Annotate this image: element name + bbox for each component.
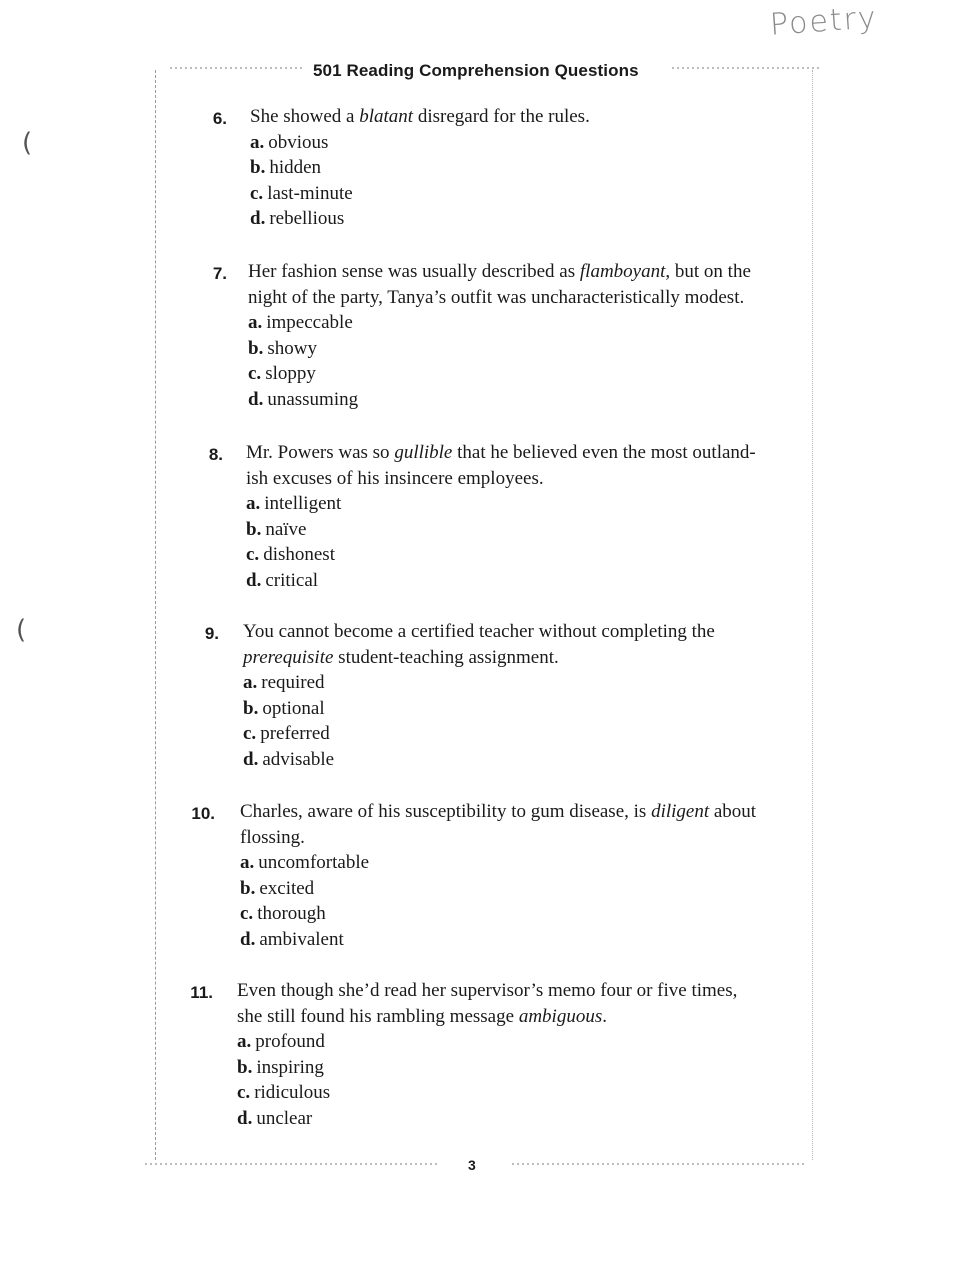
option-letter: d. [237, 1107, 253, 1129]
answer-option [248, 387, 751, 413]
answer-option [240, 850, 756, 876]
question-number: 8. [208, 445, 223, 464]
option-text: excited [259, 877, 315, 899]
option-text: rebellious [269, 208, 345, 229]
answer-option [246, 491, 756, 517]
stem-text: You cannot become a certified teacher without completing the [243, 621, 715, 642]
option-letter: a. [243, 672, 258, 693]
option-letter: b. [243, 697, 259, 719]
vocabulary-word: ambiguous [518, 1005, 603, 1027]
option-text: preferred [260, 723, 330, 744]
vocabulary-word: gullible [394, 442, 453, 463]
answer-option [240, 927, 756, 953]
answer-options [240, 850, 756, 952]
option-text: optional [262, 697, 325, 719]
answer-option [248, 310, 751, 336]
option-letter: b. [250, 157, 266, 178]
question-stem [243, 619, 715, 670]
option-letter: d. [246, 569, 262, 591]
stem-text: Even though she’d read her supervisor’s memo four or five times, [237, 980, 738, 1001]
stem-text: flossing. [240, 826, 305, 848]
stem-text: about [709, 801, 757, 822]
answer-option [243, 670, 715, 696]
answer-option [250, 155, 590, 181]
handwritten-note: Poetry [768, 0, 879, 43]
question-stem [250, 104, 590, 130]
scan-noise-header-right [672, 67, 822, 69]
answer-option [237, 1029, 737, 1055]
margin-paren-mark: ( [22, 128, 33, 158]
vocabulary-word: flamboyant [579, 261, 666, 282]
option-text: obvious [268, 131, 329, 153]
option-letter: a. [250, 131, 265, 153]
question-stem [237, 978, 737, 1029]
answer-option [237, 1106, 737, 1132]
question-stem [248, 259, 751, 310]
answer-option [246, 568, 756, 594]
answer-options [250, 130, 590, 232]
answer-option [248, 336, 751, 362]
answer-options [237, 1029, 737, 1131]
question-stem [246, 440, 756, 491]
page-number: 3 [468, 1157, 476, 1173]
option-letter: a. [237, 1031, 252, 1052]
option-text: sloppy [265, 363, 316, 384]
option-text: last-minute [267, 182, 353, 204]
option-letter: c. [246, 544, 260, 565]
stem-text: , but on the [665, 261, 751, 282]
option-text: impeccable [266, 312, 353, 333]
option-text: advisable [262, 748, 335, 770]
stem-text: Charles, aware of his susceptibility to gum disease, is [240, 801, 652, 822]
answer-option [243, 747, 715, 773]
option-letter: c. [240, 903, 254, 924]
question-stem [240, 799, 756, 850]
option-letter: a. [246, 493, 261, 514]
answer-option [243, 696, 715, 722]
answer-option [237, 1055, 737, 1081]
option-text: showy [267, 337, 317, 359]
answer-option [248, 361, 751, 387]
stem-text: Her fashion sense was usually described as [248, 261, 580, 282]
option-text: profound [255, 1031, 325, 1052]
option-letter: c. [248, 363, 262, 384]
stem-text: . [602, 1005, 607, 1027]
question-number: 9. [204, 624, 219, 643]
answer-option [246, 542, 756, 568]
answer-options [243, 670, 715, 772]
question-number: 10. [191, 804, 215, 823]
answer-option [243, 721, 715, 747]
option-text: required [261, 672, 325, 693]
stem-text: ish excuses of his insincere employees. [246, 467, 544, 489]
answer-option [250, 130, 590, 156]
option-text: dishonest [263, 544, 335, 565]
vocabulary-word: blatant [359, 106, 414, 127]
question-number: 11. [190, 983, 213, 1002]
scan-border-left [155, 70, 156, 1160]
vocabulary-word: diligent [651, 801, 710, 822]
option-text: critical [265, 569, 319, 591]
option-letter: d. [250, 208, 266, 229]
option-letter: c. [237, 1082, 251, 1103]
option-letter: b. [237, 1056, 253, 1078]
option-text: uncomfortable [258, 852, 370, 873]
margin-paren-mark: ( [16, 615, 27, 645]
option-letter: d. [243, 748, 259, 770]
stem-text: student-teaching assignment. [333, 646, 559, 668]
option-text: thorough [257, 903, 326, 924]
answer-options [246, 491, 756, 593]
option-text: ridiculous [254, 1082, 331, 1103]
answer-option [240, 876, 756, 902]
option-letter: d. [248, 388, 264, 410]
option-text: unclear [256, 1107, 313, 1129]
answer-option [250, 206, 590, 232]
option-letter: d. [240, 928, 256, 950]
stem-text: she still found his rambling message [237, 1005, 519, 1027]
option-text: ambivalent [259, 928, 344, 950]
answer-option [237, 1080, 737, 1106]
option-letter: c. [243, 723, 257, 744]
option-letter: a. [240, 852, 255, 873]
vocabulary-word: prerequisite [243, 646, 334, 668]
option-letter: a. [248, 312, 263, 333]
answer-option [240, 901, 756, 927]
stem-text: night of the party, Tanya’s outfit was uncharacteristically modest. [248, 286, 745, 308]
question-number: 7. [212, 264, 227, 283]
answer-option [246, 517, 756, 543]
option-letter: b. [246, 518, 262, 540]
option-text: hidden [269, 157, 322, 178]
stem-text: disregard for the rules. [413, 106, 590, 127]
option-text: intelligent [264, 493, 342, 514]
stem-text: She showed a [250, 106, 360, 127]
scan-noise-footer-left [145, 1163, 440, 1165]
option-text: inspiring [256, 1056, 324, 1078]
answer-option [250, 181, 590, 207]
stem-text: that he believed even the most outland- [452, 442, 756, 463]
stem-text: Mr. Powers was so [246, 442, 395, 463]
running-header-title: 501 Reading Comprehension Questions [313, 61, 639, 80]
option-letter: c. [250, 182, 264, 204]
option-text: naïve [265, 518, 307, 540]
answer-options [248, 310, 751, 412]
scan-noise-header-left [170, 67, 305, 69]
question-number: 6. [212, 109, 227, 128]
option-letter: b. [240, 877, 256, 899]
option-letter: b. [248, 337, 264, 359]
scan-noise-footer-right [512, 1163, 807, 1165]
scan-border-right [812, 70, 813, 1160]
option-text: unassuming [267, 388, 359, 410]
